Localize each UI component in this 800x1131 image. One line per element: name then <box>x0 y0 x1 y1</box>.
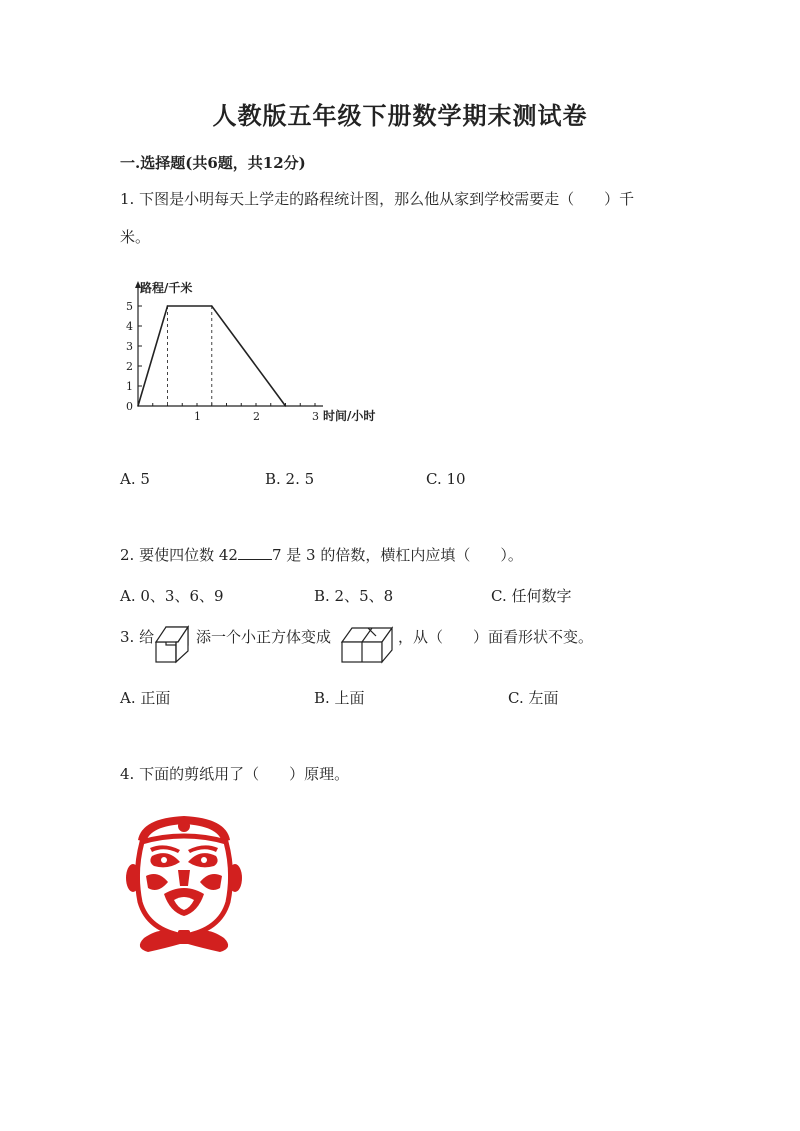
q1-option-b[interactable]: B. 2. 5 <box>265 470 315 488</box>
y-tick-label: 1 <box>126 380 133 393</box>
q2-option-b[interactable]: B. 2、5、8 <box>314 587 394 605</box>
distance-time-chart <box>118 278 408 428</box>
y-tick-label: 4 <box>126 320 133 333</box>
q1-option-a[interactable]: A. 5 <box>120 470 150 488</box>
question-4-stem: 4. 下面的剪纸用了（ ）原理。 <box>120 765 350 783</box>
answer-blank-line <box>238 545 272 560</box>
question-2-stem-before: 2. 要使四位数 42 <box>120 546 238 564</box>
question-2-stem-after: 7 是 3 的倍数，横杠内应填（ ）。 <box>271 546 523 564</box>
y-tick-label: 5 <box>126 300 133 313</box>
papercut-monkey-face-image <box>124 812 244 954</box>
chart-labels <box>126 280 375 423</box>
x-tick-label: 3 <box>312 410 319 423</box>
question-3-stem-part1: 3. 给 <box>120 628 155 646</box>
three-cube-figure-icon <box>340 624 396 666</box>
question-1-stem-line2: 米。 <box>120 228 151 246</box>
y-tick-label: 2 <box>126 360 133 373</box>
x-tick-label: 2 <box>253 410 260 423</box>
x-axis-label: 时间/小时 <box>323 409 376 423</box>
y-tick-label: 3 <box>126 340 133 353</box>
two-cube-figure-icon <box>154 624 194 666</box>
data-point <box>285 405 287 407</box>
question-1-stem-line1: 1. 下图是小明每天上学走的路程统计图，那么他从家到学校需要走（ ）千 <box>120 190 635 208</box>
question-2-stem <box>120 544 523 566</box>
x-tick-label: 1 <box>194 410 201 423</box>
q3-option-c[interactable]: C. 左面 <box>508 689 559 707</box>
q3-option-a[interactable]: A. 正面 <box>120 689 171 707</box>
question-3-stem-part2: 添一个小正方体变成 <box>196 628 332 646</box>
q2-option-a[interactable]: A. 0、3、6、9 <box>120 587 224 605</box>
q1-option-c[interactable]: C. 10 <box>426 470 466 488</box>
data-point <box>167 305 169 307</box>
y-tick-label: 0 <box>126 400 133 413</box>
chart-axes <box>135 281 323 406</box>
q2-option-c[interactable]: C. 任何数字 <box>491 587 572 605</box>
y-axis-label: 路程/千米 <box>140 281 193 295</box>
q3-option-b[interactable]: B. 上面 <box>314 689 365 707</box>
data-point <box>211 305 213 307</box>
chart-guides <box>168 306 212 406</box>
question-3-stem-part3: ，从（ ）面看形状不变。 <box>398 628 594 646</box>
page-title: 人教版五年级下册数学期末测试卷 <box>212 101 588 130</box>
data-point <box>137 405 139 407</box>
section-heading: 一.选择题(共6题，共12分) <box>120 154 306 172</box>
